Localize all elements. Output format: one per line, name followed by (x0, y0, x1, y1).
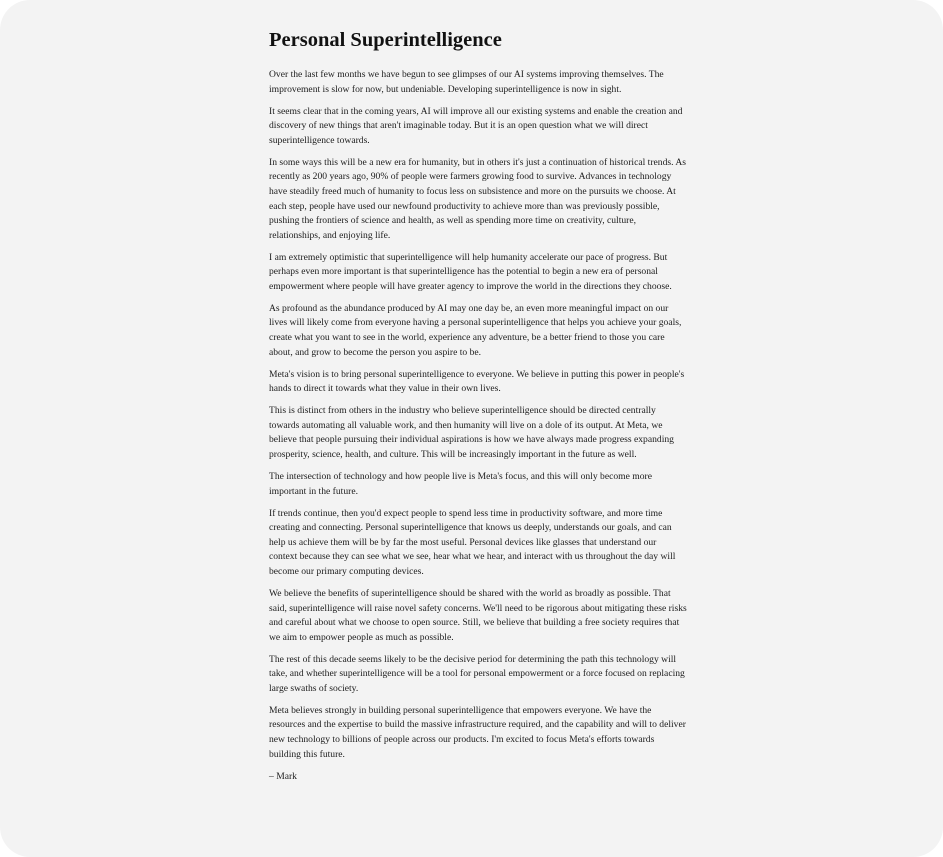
article-paragraph-5: As profound as the abundance produced by AI may one day be, an even more meaningful impact on our lives will likely come from everyone having a personal superintelligence that helps you achieve your goals, create what you want to see in the world, experience any adventure, be a better friend to those you care about, and grow to become the person you aspire to be. (269, 302, 682, 358)
article-paragraph-1: Over the last few months we have begun to see glimpses of our AI systems improving themselves. The improvement is slow for now, but undeniable. Developing superintelligence is now in sight. (269, 69, 664, 95)
signature: – Mark (269, 770, 297, 782)
article-paragraph-3: In some ways this will be a new era for humanity, but in others it's just a continuation of historical trends. As recently as 200 years ago, 90% of people were farmers growing food to survive. Advances in technology have steadily freed much of humanity to focus less on subsistence and more on the pursuits we choose. At each step, people have used our newfound productivity to achieve more than was previously possible, pushing the frontiers of science and health, as well as spending more time on creativity, culture, relationships, and enjoying life. (269, 156, 687, 241)
article-paragraph-12: Meta believes strongly in building personal superintelligence that empowers everyone. We have the resources and the expertise to build the massive infrastructure required, and the capability and will to deliver new technology to billions of people across our products. I'm excited to focus Meta's efforts towards building this future. (269, 704, 686, 760)
article-paragraph-10: We believe the benefits of superintelligence should be shared with the world as broadly as possible. That said, superintelligence will raise novel safety concerns. We'll need to be rigorous about mitigating these risks and careful about what we choose to open source. Still, we believe that building a free society requires that we aim to empower people as much as possible. (269, 587, 687, 643)
article-paragraph-8: The intersection of technology and how people live is Meta's focus, and this will only become more important in the future. (269, 470, 652, 497)
article-paragraph-9: If trends continue, then you'd expect people to spend less time in productivity software, and more time creating and connecting. Personal superintelligence that knows us deeply, understands our goals, and can help us achieve them will be by far the most useful. Personal devices like glasses that understand our context because they can see what we see, hear what we hear, and interact with us throughout the day will become our primary computing devices. (269, 507, 676, 577)
article-paragraph-6: Meta's vision is to bring personal superintelligence to everyone. We believe in putting this power in people's hands to direct it towards what they value in their own lives. (269, 368, 685, 395)
article-paragraph-7: This is distinct from others in the industry who believe superintelligence should be directed centrally towards automating all valuable work, and then humanity will live on a dole of its output. At Meta, we believe that people pursuing their individual aspirations is how we have always made progress expanding prosperity, science, health, and culture. This will be increasingly important in the future as well. (269, 405, 674, 460)
article-paragraph-11: The rest of this decade seems likely to be the decisive period for determining the path this technology will take, and whether superintelligence will be a tool for personal empowerment or a force focused on replacing large swaths of society. (269, 653, 685, 694)
article-paragraph-2: It seems clear that in the coming years, AI will improve all our existing systems and enable the creation and discovery of new things that aren't imaginable today. But it is an open question what we will direct superintelligence towards. (269, 105, 683, 146)
article (269, 26, 687, 784)
article-paragraph-4: I am extremely optimistic that superintelligence will help humanity accelerate our pace of progress. But perhaps even more important is that superintelligence has the potential to begin a new era of personal empowerment where people will have greater agency to improve the world in the directions they choose. (269, 251, 672, 292)
article-title: Personal Superintelligence (269, 29, 502, 51)
